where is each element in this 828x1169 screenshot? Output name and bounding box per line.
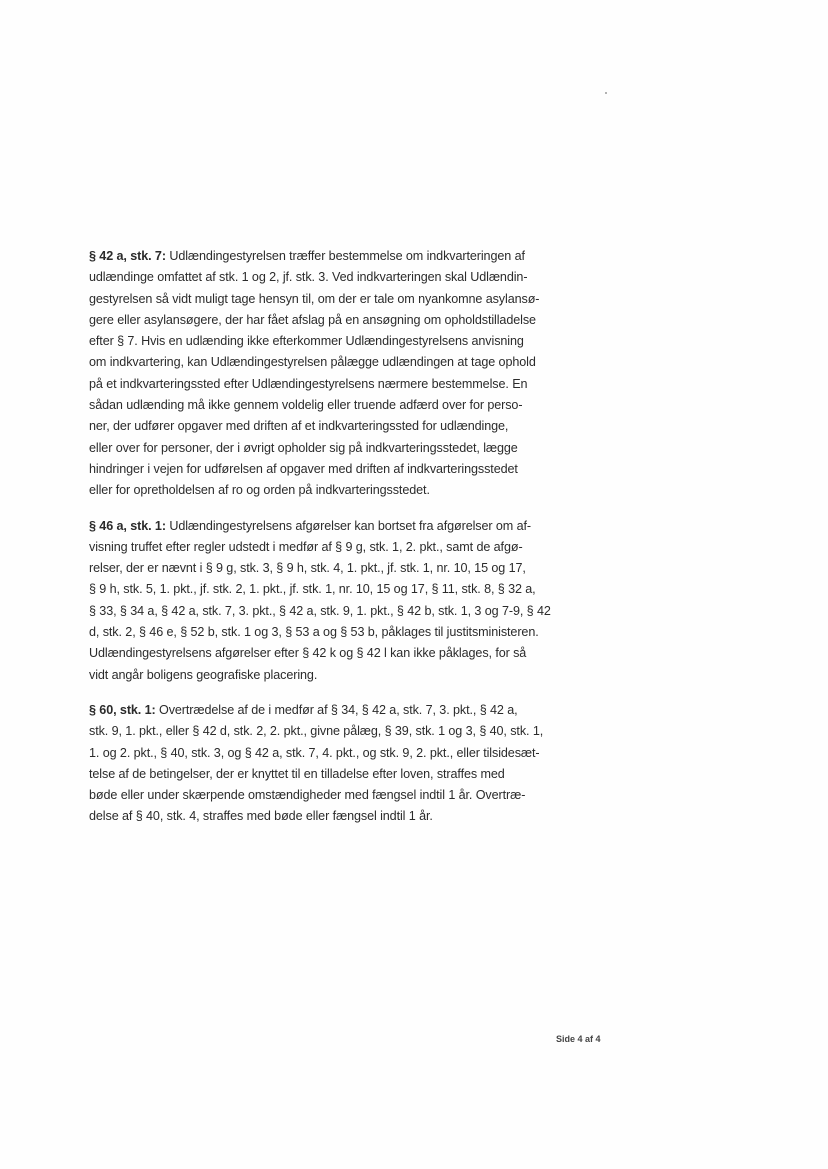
page-number: Side 4 af 4	[556, 1034, 601, 1044]
paragraph-line: relser, der er nævnt i § 9 g, stk. 3, § 9 h, stk. 4, 1. pkt., jf. stk. 1, nr. 10, 15 og 17,	[89, 561, 526, 576]
paragraph-42a-stk7	[89, 246, 571, 502]
paragraph-line: Udlændingestyrelsens afgørelser efter § 42 k og § 42 l kan ikke påklages, for så	[89, 646, 527, 661]
paragraph-line: delse af § 40, stk. 4, straffes med bøde eller fængsel indtil 1 år.	[89, 809, 433, 824]
paragraph-lead: § 42 a, stk. 7:	[89, 249, 166, 263]
paragraph-text: Udlændingestyrelsens afgørelser kan bortset fra afgørelser om af-	[165, 518, 531, 533]
paragraph-line: bøde eller under skærpende omstændigheder med fængsel indtil 1 år. Overtræ-	[89, 788, 526, 803]
paragraph-text: Udlændingestyrelsen træffer bestemmelse om indkvarteringen af	[165, 249, 525, 263]
paragraph-line: gestyrelsen så vidt muligt tage hensyn til, om der er tale om nyankomne asylansø-	[89, 291, 540, 306]
paragraph-line	[89, 246, 571, 267]
paragraph-line: sådan udlænding må ikke gennem voldelig eller truende adfærd over for perso-	[89, 398, 523, 413]
paragraph-line: ner, der udfører opgaver med driften af et indkvarteringssted for udlændinge,	[89, 419, 509, 434]
paragraph-lead: § 60, stk. 1:	[89, 702, 156, 717]
paragraph-line	[89, 700, 571, 721]
paragraph-line: eller over for personer, der i øvrigt opholder sig på indkvarteringsstedet, lægge	[89, 440, 518, 455]
paragraph-46a-stk1	[89, 516, 571, 686]
paragraph-text: Overtrædelse af de i medfør af § 34, § 42 a, stk. 7, 3. pkt., § 42 a,	[155, 702, 518, 717]
paragraph-lead: § 46 a, stk. 1:	[89, 518, 166, 533]
paragraph-line: hindringer i vejen for udførelsen af opgaver med driften af indkvarteringsstedet	[89, 461, 518, 476]
paragraph-line: eller for opretholdelsen af ro og orden på indkvarteringsstedet.	[89, 483, 430, 498]
paragraph-line: d, stk. 2, § 46 e, § 52 b, stk. 1 og 3, § 53 a og § 53 b, påklages til justitsministeren.	[89, 625, 539, 640]
paragraph-line: § 33, § 34 a, § 42 a, stk. 7, 3. pkt., § 42 a, stk. 9, 1. pkt., § 42 b, stk. 1, 3 og 7-9, § 42	[89, 603, 551, 618]
document-body	[89, 246, 571, 842]
paragraph-line: visning truffet efter regler udstedt i medfør af § 9 g, stk. 1, 2. pkt., samt de afgø-	[89, 539, 523, 554]
paragraph-line: på et indkvarteringssted efter Udlændingestyrelsens nærmere bestemmelse. En	[89, 376, 528, 391]
paragraph-line: udlændinge omfattet af stk. 1 og 2, jf. stk. 3. Ved indkvarteringen skal Udlændin-	[89, 270, 528, 285]
paragraph-line: 1. og 2. pkt., § 40, stk. 3, og § 42 a, stk. 7, 4. pkt., og stk. 9, 2. pkt., eller tilsidesæt-	[89, 745, 540, 760]
scan-speck	[605, 92, 607, 94]
paragraph-line: gere eller asylansøgere, der har fået afslag på en ansøgning om opholdstilladelse	[89, 312, 536, 327]
paragraph-line: § 9 h, stk. 5, 1. pkt., jf. stk. 2, 1. pkt., jf. stk. 1, nr. 10, 15 og 17, § 11, stk. 8, § 32 a,	[89, 582, 536, 597]
paragraph-line: om indkvartering, kan Udlændingestyrelsen pålægge udlændingen at tage ophold	[89, 355, 536, 370]
paragraph-line	[89, 516, 571, 537]
paragraph-60-stk1	[89, 700, 571, 828]
paragraph-line: stk. 9, 1. pkt., eller § 42 d, stk. 2, 2. pkt., givne pålæg, § 39, stk. 1 og 3, § 40, stk. 1,	[89, 724, 544, 739]
paragraph-line: efter § 7. Hvis en udlænding ikke efterkommer Udlændingestyrelsens anvisning	[89, 334, 524, 349]
paragraph-line: telse af de betingelser, der er knyttet til en tilladelse efter loven, straffes med	[89, 766, 505, 781]
paragraph-line: vidt angår boligens geografiske placering.	[89, 667, 318, 682]
